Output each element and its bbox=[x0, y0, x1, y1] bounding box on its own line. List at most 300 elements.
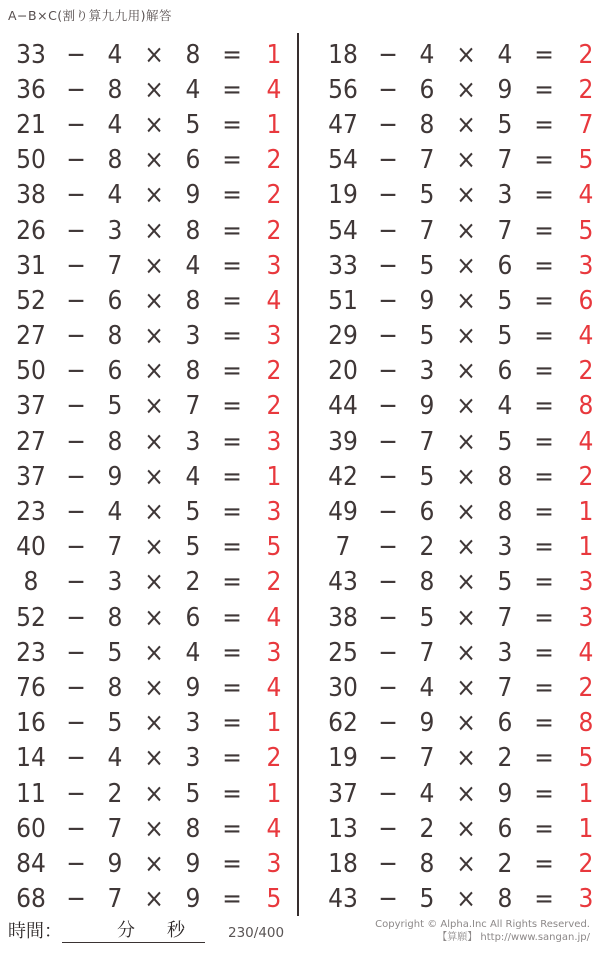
equals-sign: = bbox=[534, 848, 554, 879]
times-sign: × bbox=[456, 109, 476, 140]
answer-value: 3 bbox=[266, 426, 282, 457]
operand-a: 30 bbox=[328, 672, 358, 703]
operand-b: 5 bbox=[419, 180, 435, 211]
operand-c: 2 bbox=[185, 567, 201, 598]
operand-c: 4 bbox=[185, 461, 201, 492]
times-sign: × bbox=[456, 426, 476, 457]
operand-c: 5 bbox=[497, 285, 513, 316]
minus-sign: − bbox=[378, 426, 398, 457]
answer-value: 3 bbox=[266, 848, 282, 879]
equals-sign: = bbox=[534, 884, 554, 915]
operand-c: 3 bbox=[185, 743, 201, 774]
answer-value: 7 bbox=[578, 109, 594, 140]
times-sign: × bbox=[144, 461, 164, 492]
answer-value: 4 bbox=[578, 321, 594, 352]
operand-b: 3 bbox=[107, 567, 123, 598]
operand-b: 4 bbox=[107, 109, 123, 140]
minus-sign: − bbox=[378, 637, 398, 668]
equation-row bbox=[318, 248, 598, 283]
equation-row bbox=[318, 389, 598, 424]
equation-row bbox=[6, 354, 290, 389]
operand-a: 11 bbox=[16, 778, 46, 809]
equation-row bbox=[318, 459, 598, 494]
operand-c: 6 bbox=[497, 356, 513, 387]
equals-sign: = bbox=[222, 285, 242, 316]
operand-a: 56 bbox=[328, 74, 358, 105]
equation-row bbox=[6, 178, 290, 213]
operand-b: 5 bbox=[419, 461, 435, 492]
minus-sign: − bbox=[378, 672, 398, 703]
answer-value: 4 bbox=[266, 285, 282, 316]
equals-sign: = bbox=[222, 180, 242, 211]
operand-c: 5 bbox=[497, 321, 513, 352]
copyright-block bbox=[375, 918, 590, 944]
equals-sign: = bbox=[534, 250, 554, 281]
minus-sign: − bbox=[378, 109, 398, 140]
minus-sign: − bbox=[378, 145, 398, 176]
operand-c: 5 bbox=[185, 497, 201, 528]
equals-sign: = bbox=[534, 426, 554, 457]
operand-c: 6 bbox=[185, 602, 201, 633]
equation-row bbox=[318, 882, 598, 917]
equation-row bbox=[6, 530, 290, 565]
equals-sign: = bbox=[534, 813, 554, 844]
operand-c: 8 bbox=[185, 215, 201, 246]
operand-c: 8 bbox=[497, 461, 513, 492]
operand-a: 18 bbox=[328, 848, 358, 879]
equals-sign: = bbox=[222, 708, 242, 739]
equals-sign: = bbox=[222, 884, 242, 915]
times-sign: × bbox=[456, 215, 476, 246]
answer-value: 5 bbox=[578, 743, 594, 774]
minus-sign: − bbox=[378, 356, 398, 387]
answer-value: 3 bbox=[578, 602, 594, 633]
answer-value: 4 bbox=[266, 813, 282, 844]
times-sign: × bbox=[144, 74, 164, 105]
minutes-label: 分 bbox=[117, 920, 135, 940]
operand-b: 6 bbox=[419, 74, 435, 105]
operand-a: 52 bbox=[16, 285, 46, 316]
operand-c: 9 bbox=[497, 778, 513, 809]
operand-c: 2 bbox=[497, 743, 513, 774]
operand-a: 44 bbox=[328, 391, 358, 422]
operand-a: 40 bbox=[16, 532, 46, 563]
operand-a: 51 bbox=[328, 285, 358, 316]
minus-sign: − bbox=[378, 215, 398, 246]
answer-value: 5 bbox=[578, 145, 594, 176]
times-sign: × bbox=[144, 39, 164, 70]
equation-row bbox=[6, 248, 290, 283]
operand-b: 9 bbox=[419, 391, 435, 422]
page-indicator: 230/400 bbox=[228, 925, 285, 941]
answer-value: 1 bbox=[266, 109, 282, 140]
minus-sign: − bbox=[378, 74, 398, 105]
minus-sign: − bbox=[378, 813, 398, 844]
equation-row bbox=[318, 670, 598, 705]
operand-b: 6 bbox=[107, 356, 123, 387]
times-sign: × bbox=[144, 813, 164, 844]
minus-sign: − bbox=[66, 884, 86, 915]
operand-a: 47 bbox=[328, 109, 358, 140]
operand-b: 3 bbox=[107, 215, 123, 246]
equals-sign: = bbox=[222, 145, 242, 176]
operand-b: 5 bbox=[419, 602, 435, 633]
minus-sign: − bbox=[378, 461, 398, 492]
equation-row bbox=[6, 283, 290, 318]
operand-b: 4 bbox=[419, 778, 435, 809]
equals-sign: = bbox=[222, 74, 242, 105]
operand-c: 8 bbox=[185, 356, 201, 387]
minus-sign: − bbox=[66, 39, 86, 70]
operand-a: 37 bbox=[328, 778, 358, 809]
equation-row bbox=[6, 213, 290, 248]
equals-sign: = bbox=[222, 215, 242, 246]
operand-c: 4 bbox=[497, 39, 513, 70]
time-blank-line bbox=[62, 916, 205, 943]
answer-value: 2 bbox=[266, 180, 282, 211]
equation-row bbox=[318, 776, 598, 811]
equals-sign: = bbox=[222, 109, 242, 140]
operand-b: 8 bbox=[107, 321, 123, 352]
equals-sign: = bbox=[222, 672, 242, 703]
equals-sign: = bbox=[222, 426, 242, 457]
operand-a: 54 bbox=[328, 145, 358, 176]
answer-value: 3 bbox=[266, 497, 282, 528]
minus-sign: − bbox=[66, 74, 86, 105]
equation-row bbox=[6, 670, 290, 705]
minus-sign: − bbox=[378, 321, 398, 352]
answer-value: 1 bbox=[578, 813, 594, 844]
times-sign: × bbox=[144, 567, 164, 598]
operand-b: 5 bbox=[419, 250, 435, 281]
times-sign: × bbox=[144, 285, 164, 316]
minus-sign: − bbox=[66, 461, 86, 492]
operand-c: 7 bbox=[497, 672, 513, 703]
operand-c: 9 bbox=[185, 884, 201, 915]
operand-c: 6 bbox=[497, 813, 513, 844]
operand-a: 29 bbox=[328, 321, 358, 352]
equals-sign: = bbox=[534, 602, 554, 633]
operand-b: 7 bbox=[107, 884, 123, 915]
operand-a: 14 bbox=[16, 743, 46, 774]
operand-a: 60 bbox=[16, 813, 46, 844]
times-sign: × bbox=[456, 743, 476, 774]
answer-value: 2 bbox=[578, 356, 594, 387]
problems-column-left bbox=[6, 37, 290, 917]
equation-row bbox=[318, 178, 598, 213]
operand-a: 49 bbox=[328, 497, 358, 528]
operand-b: 2 bbox=[419, 813, 435, 844]
operand-b: 8 bbox=[107, 145, 123, 176]
times-sign: × bbox=[456, 74, 476, 105]
equals-sign: = bbox=[222, 39, 242, 70]
operand-a: 38 bbox=[328, 602, 358, 633]
column-divider bbox=[297, 33, 299, 916]
operand-b: 8 bbox=[107, 426, 123, 457]
operand-c: 8 bbox=[185, 39, 201, 70]
minus-sign: − bbox=[66, 215, 86, 246]
times-sign: × bbox=[456, 250, 476, 281]
times-sign: × bbox=[456, 532, 476, 563]
operand-c: 2 bbox=[497, 848, 513, 879]
operand-b: 9 bbox=[107, 461, 123, 492]
operand-a: 36 bbox=[16, 74, 46, 105]
operand-a: 21 bbox=[16, 109, 46, 140]
minus-sign: − bbox=[66, 356, 86, 387]
times-sign: × bbox=[144, 250, 164, 281]
times-sign: × bbox=[144, 884, 164, 915]
operand-a: 25 bbox=[328, 637, 358, 668]
times-sign: × bbox=[144, 532, 164, 563]
minus-sign: − bbox=[66, 391, 86, 422]
answer-value: 8 bbox=[578, 391, 594, 422]
operand-a: 54 bbox=[328, 215, 358, 246]
operand-a: 50 bbox=[16, 356, 46, 387]
times-sign: × bbox=[456, 391, 476, 422]
minus-sign: − bbox=[66, 497, 86, 528]
operand-b: 9 bbox=[419, 708, 435, 739]
equation-row bbox=[6, 635, 290, 670]
equation-row bbox=[318, 706, 598, 741]
minus-sign: − bbox=[378, 743, 398, 774]
equals-sign: = bbox=[222, 461, 242, 492]
equation-row bbox=[318, 530, 598, 565]
operand-a: 7 bbox=[335, 532, 351, 563]
equation-row bbox=[318, 213, 598, 248]
answer-value: 2 bbox=[578, 848, 594, 879]
minus-sign: − bbox=[378, 532, 398, 563]
equals-sign: = bbox=[222, 250, 242, 281]
equation-row bbox=[318, 143, 598, 178]
minus-sign: − bbox=[378, 778, 398, 809]
equals-sign: = bbox=[222, 497, 242, 528]
equation-row bbox=[6, 389, 290, 424]
problems-column-right bbox=[318, 37, 598, 917]
answer-value: 5 bbox=[266, 884, 282, 915]
equation-row bbox=[6, 72, 290, 107]
minus-sign: − bbox=[66, 145, 86, 176]
answer-value: 4 bbox=[578, 426, 594, 457]
answer-value: 3 bbox=[578, 567, 594, 598]
operand-c: 3 bbox=[185, 708, 201, 739]
times-sign: × bbox=[456, 180, 476, 211]
equals-sign: = bbox=[534, 180, 554, 211]
times-sign: × bbox=[456, 461, 476, 492]
equals-sign: = bbox=[534, 321, 554, 352]
minus-sign: − bbox=[378, 497, 398, 528]
operand-b: 5 bbox=[107, 637, 123, 668]
times-sign: × bbox=[456, 813, 476, 844]
page-title: A−B×C(割り算九九用)解答 bbox=[8, 8, 173, 23]
operand-b: 2 bbox=[419, 532, 435, 563]
operand-b: 8 bbox=[107, 74, 123, 105]
minus-sign: − bbox=[66, 848, 86, 879]
equation-row bbox=[318, 72, 598, 107]
operand-c: 8 bbox=[497, 884, 513, 915]
answer-value: 1 bbox=[266, 461, 282, 492]
operand-a: 19 bbox=[328, 743, 358, 774]
times-sign: × bbox=[144, 356, 164, 387]
minus-sign: − bbox=[378, 39, 398, 70]
equation-row bbox=[6, 424, 290, 459]
operand-c: 6 bbox=[185, 145, 201, 176]
operand-a: 43 bbox=[328, 567, 358, 598]
equation-row bbox=[318, 635, 598, 670]
operand-b: 7 bbox=[419, 145, 435, 176]
times-sign: × bbox=[144, 391, 164, 422]
equation-row bbox=[318, 37, 598, 72]
minus-sign: − bbox=[378, 250, 398, 281]
operand-a: 31 bbox=[16, 250, 46, 281]
answer-value: 2 bbox=[578, 672, 594, 703]
operand-c: 4 bbox=[185, 637, 201, 668]
equation-row bbox=[6, 811, 290, 846]
operand-b: 7 bbox=[107, 532, 123, 563]
answer-value: 1 bbox=[266, 778, 282, 809]
equation-row bbox=[6, 706, 290, 741]
operand-a: 76 bbox=[16, 672, 46, 703]
times-sign: × bbox=[456, 39, 476, 70]
operand-c: 3 bbox=[185, 426, 201, 457]
answer-value: 2 bbox=[266, 391, 282, 422]
times-sign: × bbox=[456, 356, 476, 387]
answer-value: 2 bbox=[266, 743, 282, 774]
operand-c: 8 bbox=[497, 497, 513, 528]
times-sign: × bbox=[144, 637, 164, 668]
operand-a: 16 bbox=[16, 708, 46, 739]
equals-sign: = bbox=[534, 532, 554, 563]
operand-c: 8 bbox=[185, 285, 201, 316]
minus-sign: − bbox=[66, 813, 86, 844]
operand-a: 37 bbox=[16, 391, 46, 422]
answer-value: 1 bbox=[578, 532, 594, 563]
answer-value: 3 bbox=[266, 250, 282, 281]
operand-b: 7 bbox=[419, 743, 435, 774]
equation-row bbox=[6, 741, 290, 776]
times-sign: × bbox=[144, 321, 164, 352]
equals-sign: = bbox=[534, 637, 554, 668]
equals-sign: = bbox=[222, 813, 242, 844]
equation-row bbox=[6, 600, 290, 635]
answer-value: 2 bbox=[578, 461, 594, 492]
equals-sign: = bbox=[222, 321, 242, 352]
operand-b: 8 bbox=[107, 602, 123, 633]
operand-b: 5 bbox=[107, 708, 123, 739]
equals-sign: = bbox=[222, 356, 242, 387]
times-sign: × bbox=[456, 497, 476, 528]
equals-sign: = bbox=[222, 391, 242, 422]
operand-a: 23 bbox=[16, 497, 46, 528]
operand-b: 9 bbox=[419, 285, 435, 316]
equation-row bbox=[318, 494, 598, 529]
minus-sign: − bbox=[66, 778, 86, 809]
operand-c: 7 bbox=[185, 391, 201, 422]
operand-c: 3 bbox=[497, 180, 513, 211]
operand-a: 37 bbox=[16, 461, 46, 492]
time-entry-line bbox=[8, 916, 205, 943]
equals-sign: = bbox=[534, 391, 554, 422]
times-sign: × bbox=[456, 637, 476, 668]
operand-a: 23 bbox=[16, 637, 46, 668]
minus-sign: − bbox=[66, 532, 86, 563]
operand-c: 3 bbox=[497, 532, 513, 563]
minus-sign: − bbox=[66, 109, 86, 140]
answer-value: 2 bbox=[266, 567, 282, 598]
operand-b: 5 bbox=[419, 321, 435, 352]
operand-b: 7 bbox=[107, 813, 123, 844]
operand-a: 18 bbox=[328, 39, 358, 70]
operand-a: 13 bbox=[328, 813, 358, 844]
minus-sign: − bbox=[378, 391, 398, 422]
minus-sign: − bbox=[66, 250, 86, 281]
minus-sign: − bbox=[378, 602, 398, 633]
operand-c: 3 bbox=[185, 321, 201, 352]
operand-c: 3 bbox=[497, 637, 513, 668]
operand-a: 33 bbox=[16, 39, 46, 70]
times-sign: × bbox=[144, 708, 164, 739]
answer-value: 2 bbox=[266, 215, 282, 246]
answer-value: 2 bbox=[578, 39, 594, 70]
copyright-line1: Copyright © Alpha.Inc All Rights Reserved. bbox=[375, 919, 590, 930]
equation-row bbox=[6, 882, 290, 917]
equation-row bbox=[6, 319, 290, 354]
operand-c: 5 bbox=[497, 426, 513, 457]
times-sign: × bbox=[456, 285, 476, 316]
minus-sign: − bbox=[378, 285, 398, 316]
times-sign: × bbox=[144, 426, 164, 457]
times-sign: × bbox=[144, 778, 164, 809]
operand-c: 5 bbox=[185, 109, 201, 140]
minus-sign: − bbox=[378, 180, 398, 211]
copyright-line2: 【算願】 http://www.sangan.jp/ bbox=[437, 932, 590, 943]
operand-b: 5 bbox=[419, 884, 435, 915]
operand-c: 4 bbox=[185, 250, 201, 281]
operand-a: 39 bbox=[328, 426, 358, 457]
operand-c: 8 bbox=[185, 813, 201, 844]
operand-c: 5 bbox=[497, 109, 513, 140]
equals-sign: = bbox=[534, 285, 554, 316]
answer-value: 5 bbox=[578, 215, 594, 246]
answer-value: 4 bbox=[266, 74, 282, 105]
equation-row bbox=[6, 107, 290, 142]
minus-sign: − bbox=[66, 672, 86, 703]
times-sign: × bbox=[144, 215, 164, 246]
minus-sign: − bbox=[66, 708, 86, 739]
operand-b: 6 bbox=[107, 285, 123, 316]
times-sign: × bbox=[144, 743, 164, 774]
operand-a: 27 bbox=[16, 321, 46, 352]
equation-row bbox=[318, 319, 598, 354]
seconds-label: 秒 bbox=[167, 920, 185, 940]
operand-b: 4 bbox=[107, 743, 123, 774]
operand-c: 6 bbox=[497, 250, 513, 281]
operand-a: 19 bbox=[328, 180, 358, 211]
equation-row bbox=[318, 283, 598, 318]
operand-c: 9 bbox=[185, 848, 201, 879]
equals-sign: = bbox=[534, 672, 554, 703]
operand-c: 4 bbox=[185, 74, 201, 105]
times-sign: × bbox=[456, 672, 476, 703]
equation-row bbox=[318, 354, 598, 389]
equals-sign: = bbox=[534, 356, 554, 387]
answer-value: 2 bbox=[266, 145, 282, 176]
answer-value: 4 bbox=[578, 637, 594, 668]
times-sign: × bbox=[456, 321, 476, 352]
times-sign: × bbox=[456, 884, 476, 915]
equals-sign: = bbox=[222, 602, 242, 633]
equals-sign: = bbox=[222, 637, 242, 668]
minus-sign: − bbox=[378, 848, 398, 879]
